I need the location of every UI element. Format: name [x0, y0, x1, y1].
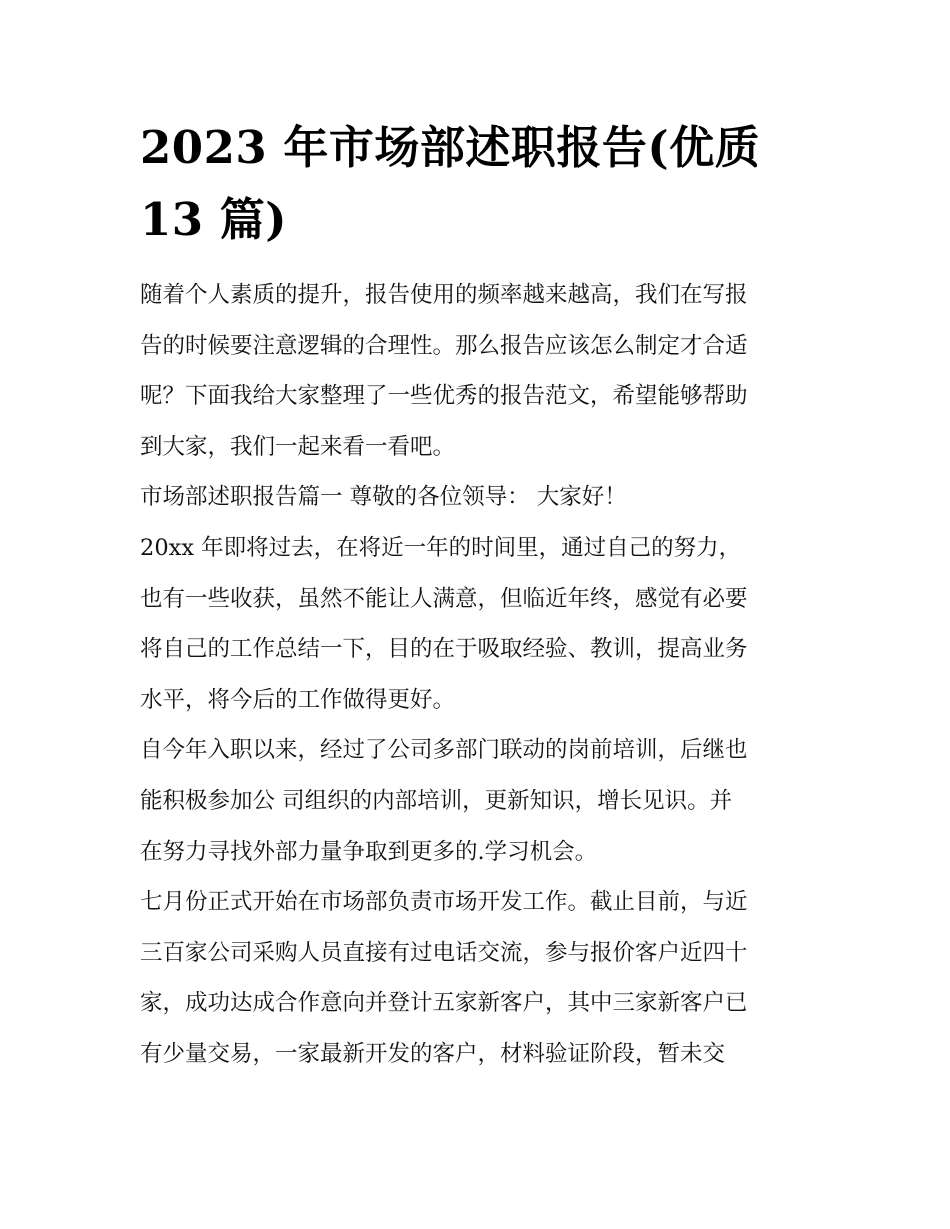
document-body	[140, 270, 812, 1080]
paragraph-heading-greeting	[140, 472, 812, 523]
document-title	[140, 112, 812, 256]
text-line: 市场部述职报告篇一 尊敬的各位领导： 大家好！	[140, 484, 627, 511]
text-line: 也有一些收获，虽然不能让人满意，但临近年终，感觉有必要	[140, 585, 748, 612]
text-line: 自今年入职以来，经过了公司多部门联动的岗前培训，后继也	[140, 737, 748, 764]
text-line: 20xx 年即将过去，在将近一年的时间里，通过自己的努力，	[140, 534, 742, 561]
title-line: 2023 年市场部述职报告(优质	[140, 121, 761, 174]
text-line: 随着个人素质的提升，报告使用的频率越来越高，我们在写报	[140, 282, 748, 308]
text-line: 水平，将今后的工作做得更好。	[140, 686, 456, 713]
title-line: 13 篇)	[140, 193, 288, 246]
paragraph-training	[140, 725, 812, 877]
text-line: 三百家公司采购人员直接有过电话交流，参与报价客户近四十	[140, 939, 748, 966]
text-line: 将自己的工作总结一下，目的在于吸取经验、教训，提高业务	[140, 636, 748, 663]
text-line: 在努力寻找外部力量争取到更多的.学习机会。	[140, 838, 598, 865]
paragraph-intro	[140, 270, 812, 472]
text-line: 呢？下面我给大家整理了一些优秀的报告范文，希望能够帮助	[140, 383, 748, 410]
text-line: 到大家，我们一起来看一看吧。	[140, 433, 456, 460]
paragraph-market-work	[140, 877, 812, 1079]
text-line: 家，成功达成合作意向并登计五家新客户，其中三家新客户已	[140, 990, 748, 1017]
text-line: 七月份正式开始在市场部负责市场开发工作。截止目前，与近	[140, 889, 748, 916]
text-line: 告的时候要注意逻辑的合理性。那么报告应该怎么制定才合适	[140, 332, 748, 359]
paragraph-year-summary	[140, 523, 812, 725]
text-line: 能积极参加公 司组织的内部培训，更新知识，增长见识。并	[140, 787, 733, 814]
text-line: 有少量交易，一家最新开发的客户，材料验证阶段，暂未交	[140, 1040, 726, 1067]
document-content	[140, 112, 812, 1080]
